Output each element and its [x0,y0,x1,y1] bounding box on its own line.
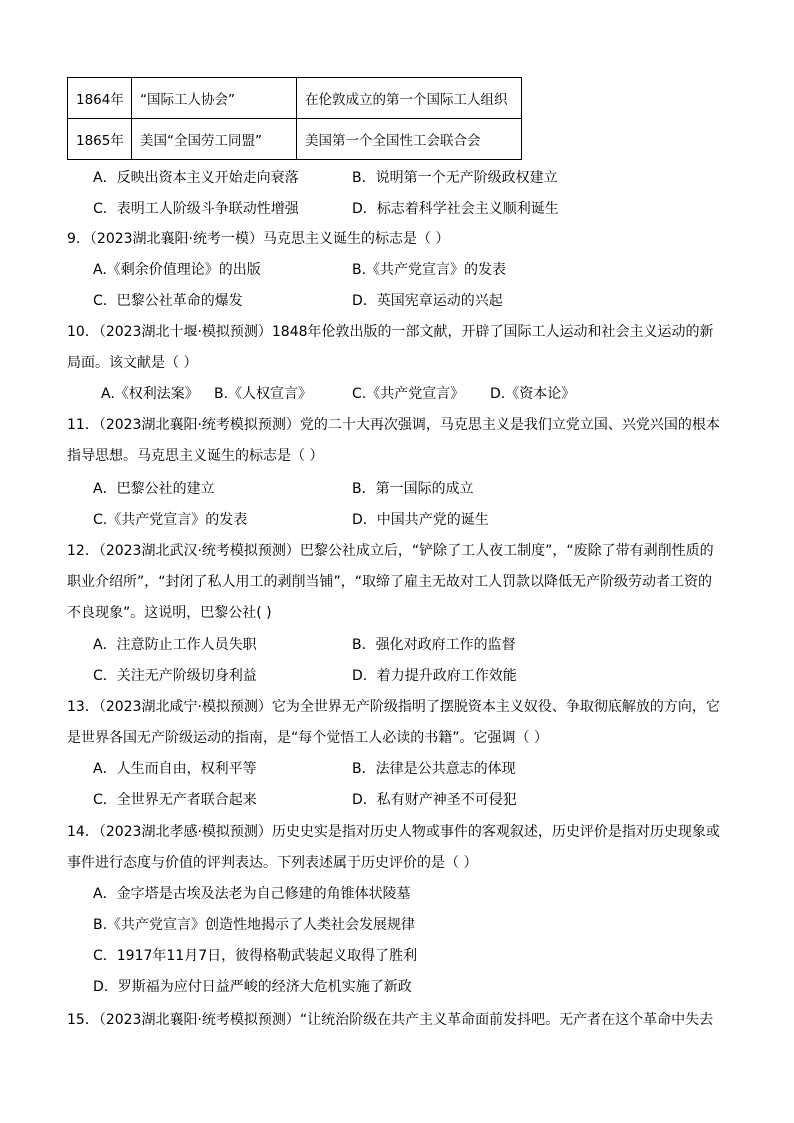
q8-option-a: A．反映出资本主义开始走向衰落 [93,170,299,186]
q13-option-b: B．法律是公共意志的体现 [352,761,516,777]
q10-stem-line2: 局面。该文献是（ ） [67,355,198,371]
q14-stem-line2: 事件进行态度与价值的评判表达。下列表述属于历史评价的是（ ） [67,855,478,871]
q9-stem: 9．（2023湖北襄阳·统考一模）马克思主义诞生的标志是（ ） [67,231,450,247]
table-cell: 1865年 [68,119,132,160]
table-cell: 美国“全国劳工同盟” [132,119,297,160]
q12-option-b: B．强化对政府工作的监督 [352,637,516,653]
q8-option-d: D．标志着科学社会主义顺利诞生 [352,201,559,217]
q9-option-a: A.《剩余价值理论》的出版 [93,262,261,278]
q12-option-c: C．关注无产阶级切身利益 [93,668,257,684]
table-cell: 1864年 [68,78,132,119]
q12-stem-line2: 职业介绍所”，“封闭了私人用工的剥削当铺”，“取缔了雇主无故对工人罚款以降低无产阶级劳动者工资的 [67,574,713,590]
q9-option-b: B.《共产党宣言》的发表 [352,262,507,278]
table-cell: 在伦敦成立的第一个国际工人组织 [297,78,522,119]
table-row [68,119,522,160]
q14-option-d: D．罗斯福为应付日益严峻的经济大危机实施了新政 [93,979,412,995]
q11-stem-line2: 指导思想。马克思主义诞生的标志是（ ） [67,448,324,464]
table-cell: “国际工人协会” [132,78,297,119]
q10-option-a: A.《权利法案》 [101,386,199,402]
q11-option-a: A．巴黎公社的建立 [93,481,215,497]
q10-stem-line1: 10．（2023湖北十堰·模拟预测）1848年伦敦出版的一部文献，开辟了国际工人运动和社会主义运动的新 [67,324,714,340]
q10-option-b: B.《人权宣言》 [214,386,313,402]
q12-option-d: D．着力提升政府工作效能 [352,668,517,684]
q11-stem-line1: 11．（2023湖北襄阳·统考模拟预测）党的二十大再次强调，马克思主义是我们立党立国、兴党兴国的根本 [67,417,720,433]
q8-option-c: C．表明工人阶级斗争联动性增强 [93,201,299,217]
q8-option-b: B．说明第一个无产阶级政权建立 [352,170,558,186]
q14-option-c: C．1917年11月7日，彼得格勒武装起义取得了胜利 [93,948,418,964]
q9-option-d: D．英国宪章运动的兴起 [352,293,503,309]
q11-option-c: C.《共产党宣言》的发表 [93,512,248,528]
q10-option-c: C.《共产党宣言》 [352,386,465,402]
q14-option-a: A．金字塔是古埃及法老为自己修建的角锥体状陵墓 [93,886,411,902]
q15-stem-line1: 15．（2023湖北襄阳·统考模拟预测）“让统治阶级在共产主义革命面前发抖吧。无产者在这个革命中失去 [67,1012,714,1028]
q13-option-a: A．人生而自由，权利平等 [93,761,257,777]
q12-option-a: A．注意防止工作人员失职 [93,637,257,653]
info-table [67,77,522,160]
q9-option-c: C．巴黎公社革命的爆发 [93,293,243,309]
q13-option-d: D．私有财产神圣不可侵犯 [352,792,517,808]
q13-option-c: C．全世界无产者联合起来 [93,792,257,808]
table-row [68,78,522,119]
table-cell: 美国第一个全国性工会联合会 [297,119,522,160]
q11-option-b: B．第一国际的成立 [352,481,474,497]
q10-option-d: D.《资本论》 [490,386,576,402]
q13-stem-line2: 是世界各国无产阶级运动的指南，是“每个觉悟工人必读的书籍”。它强调（ ） [67,730,548,746]
q14-option-b: B.《共产党宣言》创造性地揭示了人类社会发展规律 [93,917,416,933]
q12-stem-line1: 12．（2023湖北武汉·统考模拟预测）巴黎公社成立后，“铲除了工人夜工制度”，“废除了带有剥削性质的 [67,543,714,559]
q12-stem-line3: 不良现象”。这说明，巴黎公社( ) [67,605,272,621]
q11-option-d: D．中国共产党的诞生 [352,512,489,528]
q14-stem-line1: 14．（2023湖北孝感·模拟预测）历史史实是指对历史人物或事件的客观叙述，历史评价是指对历史现象或 [67,824,720,840]
q13-stem-line1: 13．（2023湖北咸宁·模拟预测）它为全世界无产阶级指明了摆脱资本主义奴役、争取彻底解放的方向，它 [67,699,720,715]
